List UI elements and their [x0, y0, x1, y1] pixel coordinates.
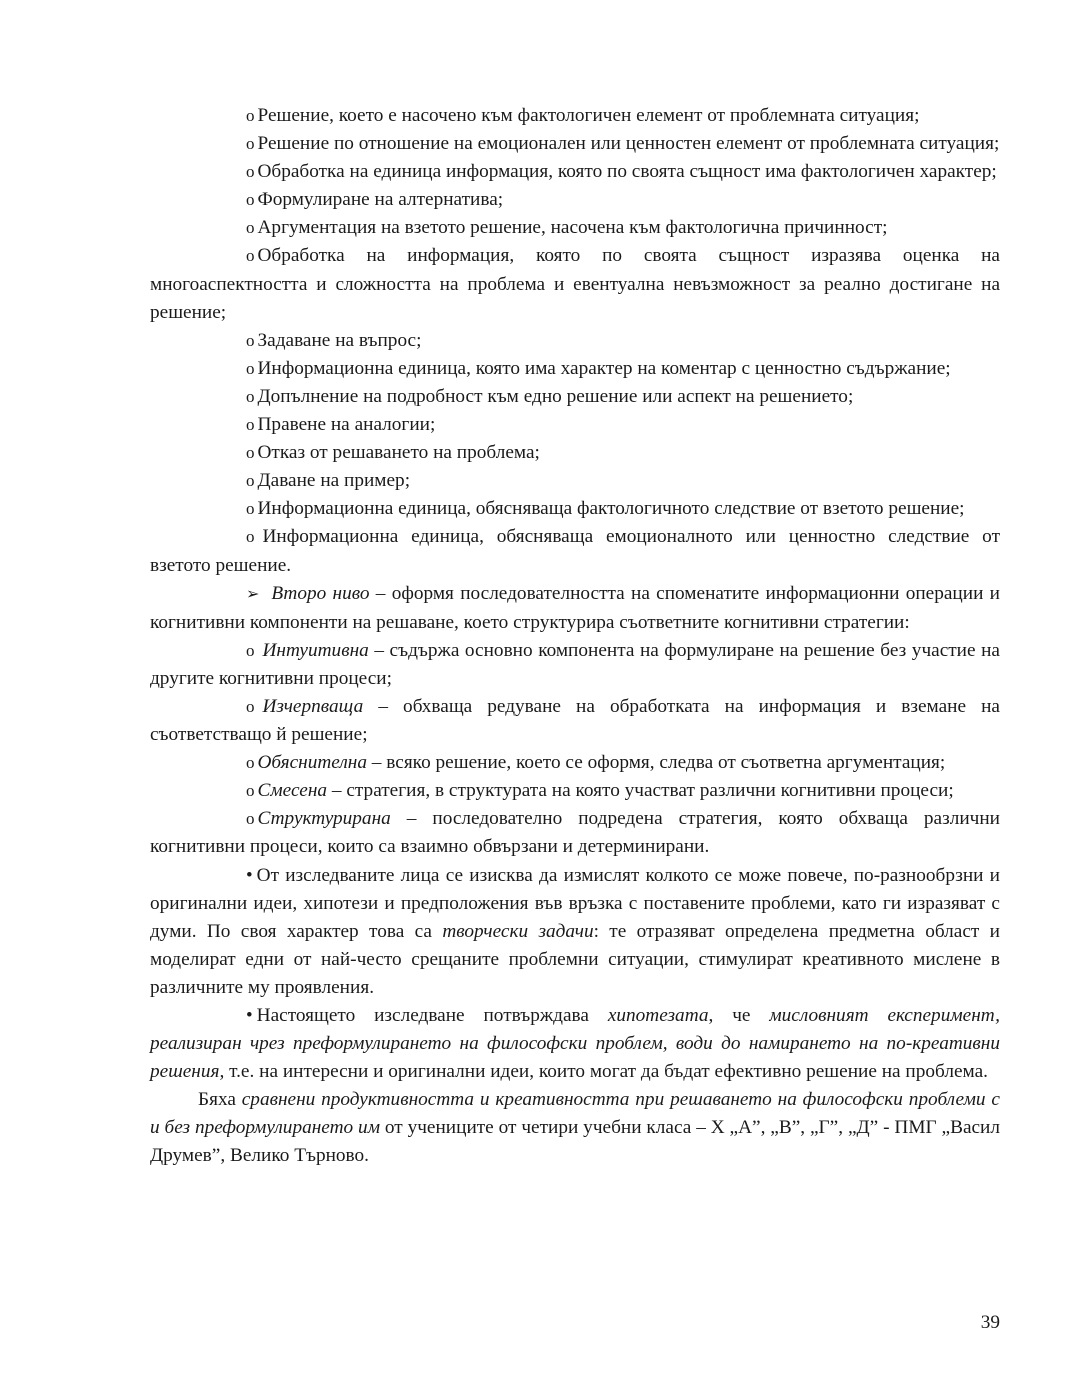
list-item-text: Допълнение на подробност към едно решение или аспект на решението;	[257, 385, 854, 407]
strategy-text: – обхваща редуване на обработката на информация и вземане на съответстващо й решение;	[150, 695, 1000, 746]
bullet-text: , че	[708, 1005, 770, 1026]
list-item-text: Отказ от решаването на проблема;	[257, 442, 540, 464]
bullet-text: т.е. на интересни и оригинални идеи, които могат да бъдат ефективно решение на проблема.	[224, 1061, 988, 1083]
list-item-text: Правене на аналогии;	[257, 414, 436, 436]
ring-bullet-icon: o	[246, 162, 255, 182]
list-item	[150, 411, 1000, 439]
bullet-emphasis: творчески задачи	[442, 920, 594, 942]
list-item-text: Информационна единица, обясняваща фактологичното следствие от взетото решение;	[257, 498, 965, 520]
strategy-text: – всяко решение, което се оформя, следва от съответна аргументация;	[366, 752, 946, 774]
ring-bullet-icon: o	[246, 781, 255, 801]
list-item	[150, 495, 1000, 523]
ring-bullet-icon: o	[246, 190, 255, 210]
ring-bullet-icon: o	[246, 471, 255, 491]
strategy-term: Изчерпваща	[262, 695, 364, 717]
strategy-text: – стратегия, в структурата на която участват различни когнитивни процеси;	[327, 780, 954, 802]
ring-bullet-icon: o	[246, 499, 255, 519]
second-level-text: – оформя последователността на споменатите информационни операции и когнитивни компоненти на решаване, което структурира съответните когнитивни стратегии:	[150, 582, 1000, 633]
list-item	[150, 327, 1000, 355]
bullet-text: Настоящето изследване потвърждава	[256, 1005, 608, 1026]
ring-bullet-icon: o	[246, 106, 255, 125]
list-item-text: Решение по отношение на емоционален или ценностен елемент от проблемната ситуация;	[257, 133, 1000, 155]
strategy-item	[150, 777, 1000, 805]
list-item-text: Обработка на информация, която по своята същност изразява оценка на многоаспектността и сложността на проблема и евентуална невъзможност за реално достигане на решение;	[150, 245, 1000, 323]
ring-bullet-icon: o	[246, 218, 255, 238]
closing-text: Бяха	[198, 1089, 242, 1111]
strategy-term: Обяснителна	[257, 752, 367, 774]
ring-bullet-icon: o	[246, 386, 255, 406]
ring-bullet-icon: o	[246, 640, 255, 660]
list-item-text: Решение, което е насочено към фактологичен елемент от проблемната ситуация;	[257, 105, 920, 126]
ring-bullet-icon: o	[246, 753, 255, 773]
ring-bullet-icon: o	[246, 809, 255, 829]
list-item	[150, 467, 1000, 495]
page-body	[150, 102, 1000, 1171]
list-item-text: Информационна единица, която има характер на коментар с ценностно съдържание;	[257, 357, 951, 379]
bullet-text: : те отразяват определена предметна област и моделират едни от най-често срещаните проблемни ситуации, стимулират креативното мислене в различните му проявления.	[150, 920, 1000, 998]
ring-bullet-icon: o	[246, 527, 255, 547]
ring-bullet-icon: o	[246, 358, 255, 378]
list-item	[150, 439, 1000, 467]
bullet-emphasis: мисловният експеримент, реализиран чрез преформулирането на философски проблем, води до намирането на по-креативни решения,	[150, 1005, 1000, 1083]
list-item	[150, 214, 1000, 242]
dot-bullet-icon: •	[246, 1005, 253, 1026]
arrow-bullet-icon: ➢	[246, 585, 260, 603]
list-item-text: Информационна единица, обясняваща емоционалното или ценностно следствие от взетото решение.	[150, 526, 1000, 576]
strategy-item	[150, 805, 1000, 861]
ring-bullet-icon: o	[246, 443, 255, 463]
strategy-term: Структурирана	[257, 808, 391, 830]
strategy-item	[150, 693, 1000, 749]
list-item-text: Обработка на единица информация, която по своята същност има фактологичен характер;	[257, 161, 997, 183]
closing-paragraph	[150, 1086, 1000, 1170]
strategy-term: Интуитивна	[262, 639, 369, 661]
strategy-item	[150, 637, 1000, 693]
bullet-paragraph	[150, 1002, 1000, 1086]
ring-bullet-icon: o	[246, 415, 255, 435]
bullet-paragraph	[150, 862, 1000, 1002]
ring-bullet-icon: o	[246, 134, 255, 154]
ring-bullet-icon: o	[246, 330, 255, 350]
bullet-emphasis: хипотезата	[607, 1005, 709, 1026]
closing-text: от учениците от четири учебни класа – X „А”, „В”, „Г”, „Д” - ПМГ „Васил Друмев”, Велико Търново.	[150, 1117, 1000, 1167]
closing-emphasis: сравнени продуктивността и креативността при решаването на философски проблеми с и без преформулирането им	[150, 1089, 1000, 1139]
strategy-text: – последователно подредена стратегия, която обхваща различни когнитивни процеси, които са взаимно обвързани и детерминирани.	[150, 808, 1000, 858]
list-item	[150, 130, 1000, 158]
list-item	[150, 383, 1000, 411]
strategy-text: – съдържа основно компонента на формулиране на решение без участие на другите когнитивни процеси;	[150, 639, 1000, 689]
page-number: 39	[980, 1312, 1000, 1333]
strategy-term: Смесена	[257, 780, 328, 802]
list-item	[150, 523, 1000, 579]
ring-bullet-icon: o	[246, 246, 255, 266]
list-item	[150, 186, 1000, 214]
list-item	[150, 158, 1000, 186]
strategy-item	[150, 749, 1000, 777]
list-item	[150, 102, 1000, 130]
list-item-text: Даване на пример;	[257, 470, 411, 492]
list-item-text: Формулиране на алтернатива;	[257, 189, 504, 211]
second-level-paragraph	[150, 580, 1000, 637]
list-item-text: Задаване на въпрос;	[257, 329, 422, 351]
list-item-text: Аргументация на взетото решение, насочена към фактологична причинност;	[257, 217, 888, 239]
ring-bullet-icon: o	[246, 696, 255, 716]
dot-bullet-icon: •	[246, 864, 253, 886]
list-item	[150, 242, 1000, 326]
list-item	[150, 355, 1000, 383]
bullet-text: От изследваните лица се изисква да измислят колкото се може повече, по-разнообрзни и оригинални идеи, хипотези и предположения във връзка с поставените проблеми, като ги изразяват с думи. По своя характер това са	[150, 864, 1000, 942]
second-level-term: Второ ниво	[271, 582, 370, 604]
